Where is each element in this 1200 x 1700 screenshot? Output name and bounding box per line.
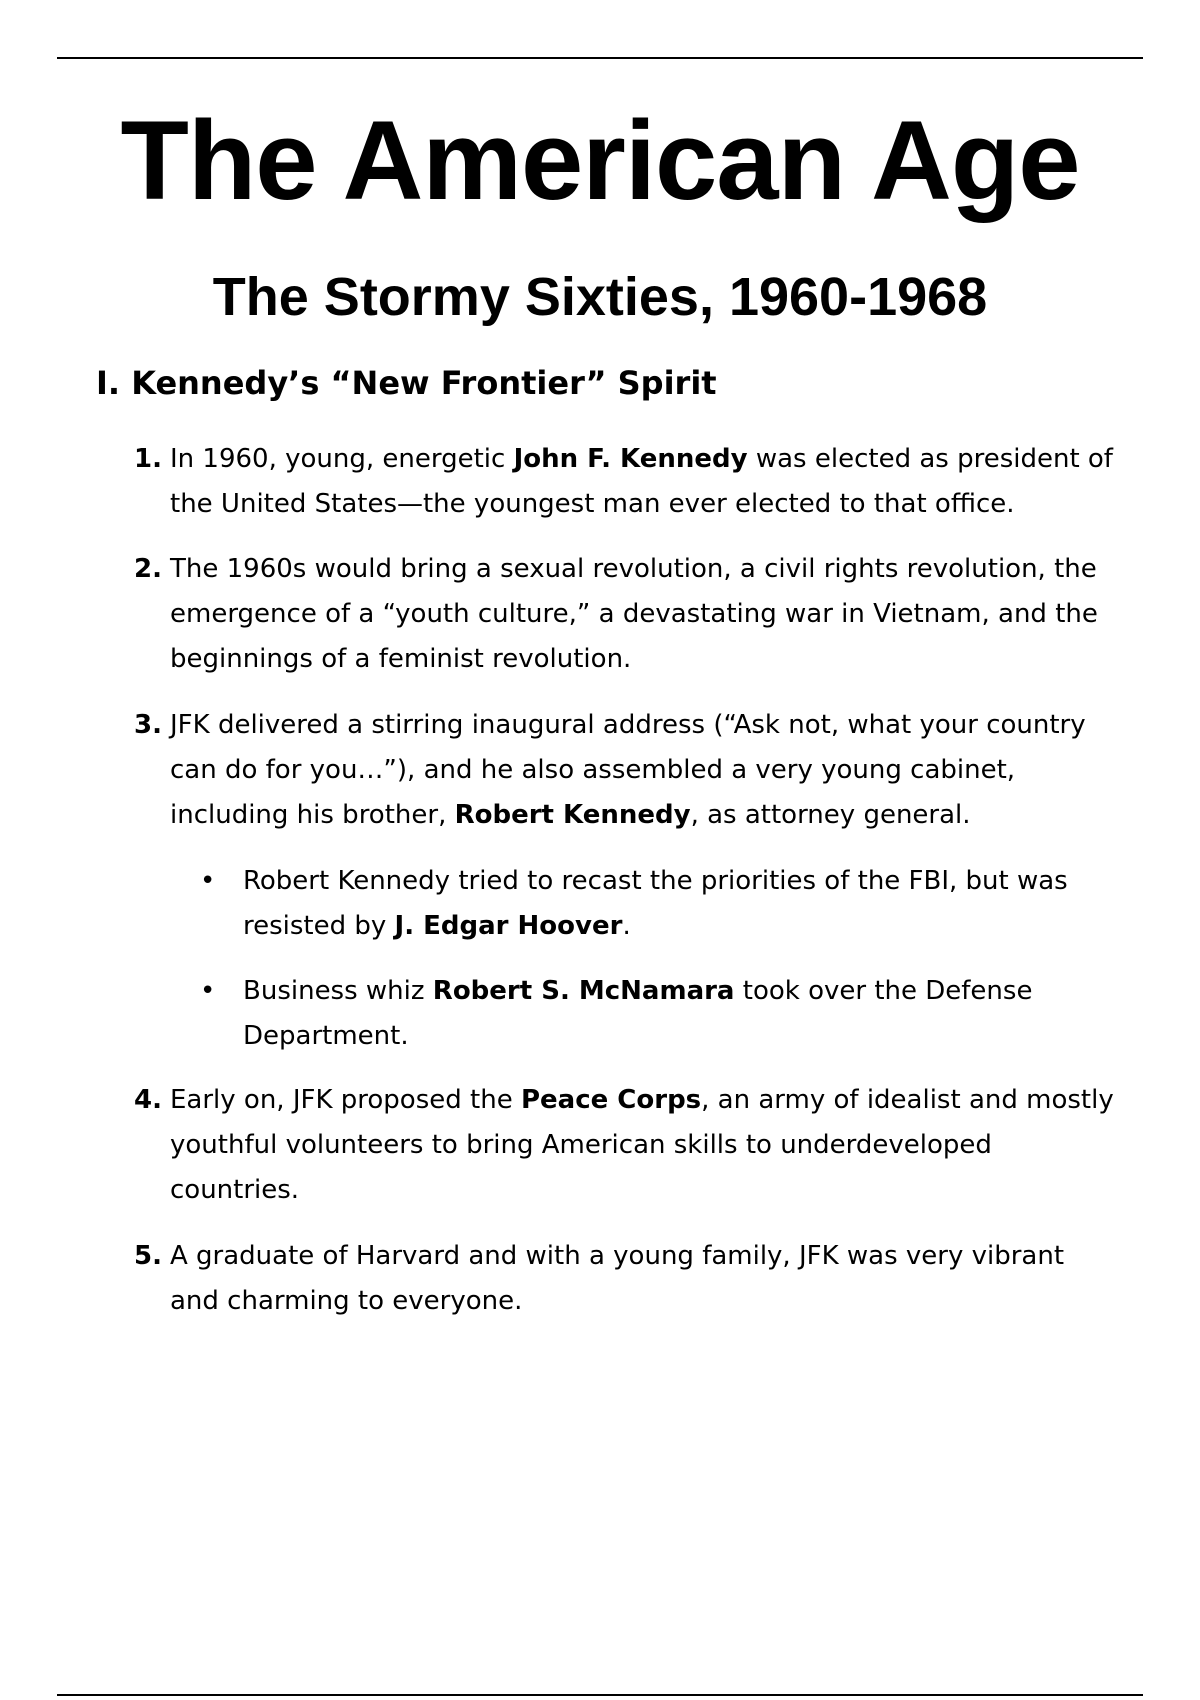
list-item-number: 4. [134, 1085, 162, 1115]
list-item-number: 2. [134, 554, 162, 584]
list-item-number: 5. [134, 1241, 162, 1271]
bold-name: J. Edgar Hoover [394, 911, 623, 941]
list-item [134, 1234, 1114, 1324]
list-item [134, 437, 1114, 527]
sub-bullet-item [200, 969, 1120, 1059]
top-rule [57, 57, 1143, 59]
list-item [134, 1078, 1114, 1213]
list-item-number: 1. [134, 444, 162, 474]
document-subtitle: The Stormy Sixties, 1960-1968 [212, 267, 988, 327]
list-item-number: 3. [134, 710, 162, 740]
list-item-text: JFK delivered a stirring inaugural address (“Ask not, what your country can do for you…”), and he also assembled a very young cabinet, including his brother, Robert Kennedy, as attorney general. [170, 710, 1086, 830]
sub-bullet-text: Business whiz Robert S. McNamara took over the Defense Department. [243, 976, 1033, 1051]
document-title: The American Age [120, 98, 1080, 223]
list-item-text: Early on, JFK proposed the Peace Corps, an army of idealist and mostly youthful volunteers to bring American skills to underdeveloped countries. [170, 1085, 1114, 1205]
bullet-marker: • [200, 976, 216, 1006]
bullet-marker: • [200, 866, 216, 896]
list-item-text: In 1960, young, energetic John F. Kennedy was elected as president of the United States—the youngest man ever elected to that office. [170, 444, 1113, 519]
list-item-text: The 1960s would bring a sexual revolution, a civil rights revolution, the emergence of a “youth culture,” a devastating war in Vietnam, and the beginnings of a feminist revolution. [170, 554, 1098, 674]
list-item-text: A graduate of Harvard and with a young family, JFK was very vibrant and charming to everyone. [170, 1241, 1065, 1316]
bold-name: Peace Corps [520, 1085, 702, 1115]
sub-bullet-item [200, 859, 1120, 949]
bottom-rule [57, 1694, 1143, 1696]
bold-name: Robert Kennedy [454, 800, 691, 830]
list-item [134, 703, 1114, 838]
bold-name: John F. Kennedy [513, 444, 748, 474]
sub-bullet-text: Robert Kennedy tried to recast the priorities of the FBI, but was resisted by J. Edgar Hoover. [243, 866, 1068, 941]
bold-name: Robert S. McNamara [432, 976, 735, 1006]
list-item [134, 547, 1114, 682]
section-heading: I. Kennedy’s “New Frontier” Spirit [96, 364, 717, 402]
